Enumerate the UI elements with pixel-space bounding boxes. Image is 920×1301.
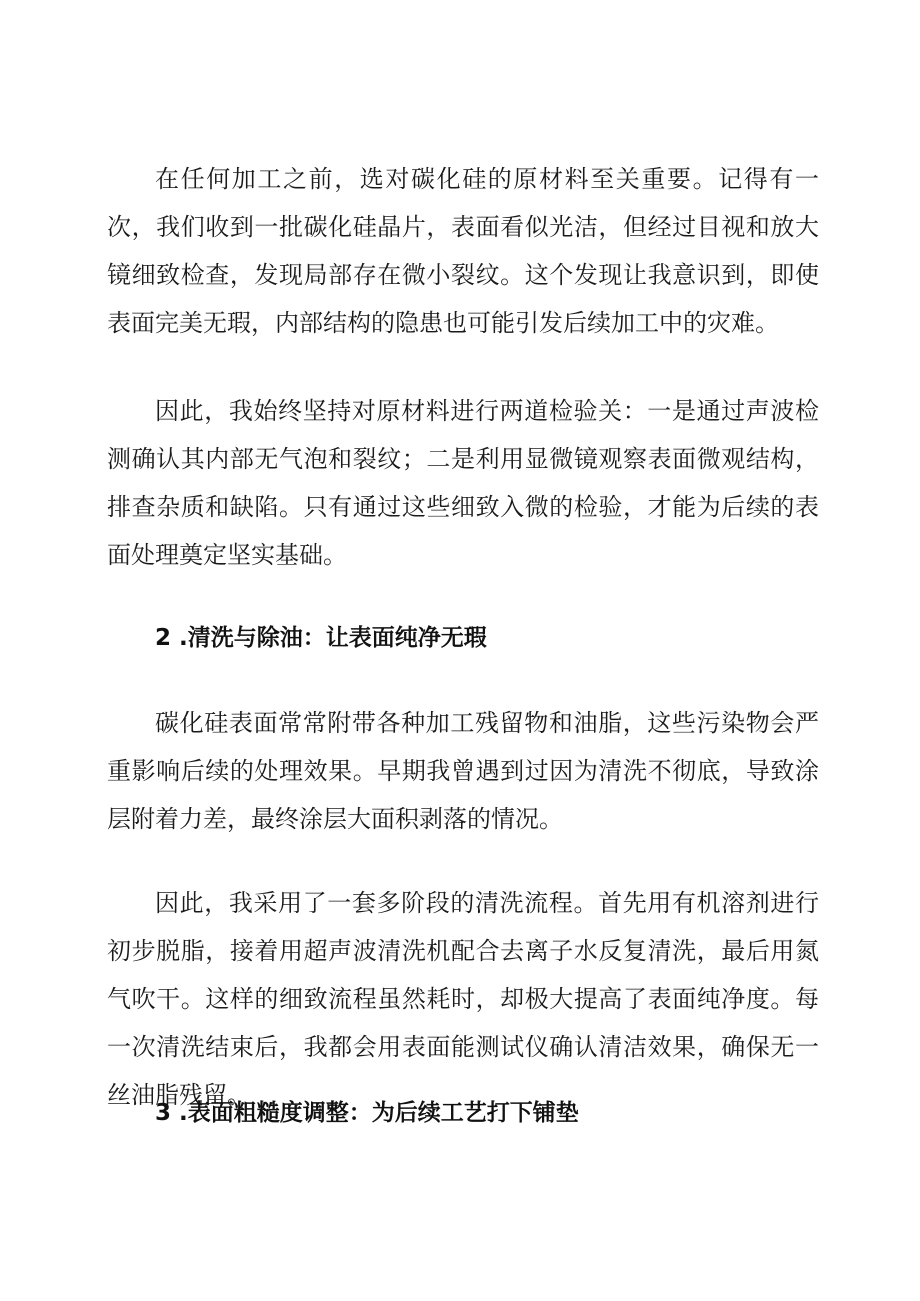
- section-1-text-2: [107, 387, 819, 579]
- paragraph-contamination: 碳化硅表面常常附带各种加工残留物和油脂，这些污染物会严重影响后续的处理效果。早期我曾遇到过因为清洗不彻底，导致涂层附着力差，最终涂层大面积剥落的情况。: [107, 709, 819, 833]
- section-2-text: [107, 699, 819, 843]
- heading-roughness: 3 .表面粗糙度调整：为后续工艺打下铺垫: [155, 1100, 579, 1126]
- paragraph-raw-material-selection: 在任何加工之前，选对碳化硅的原材料至关重要。记得有一次，我们收到一批碳化硅晶片，表面看似光洁，但经过目视和放大镜细致检查，发现局部存在微小裂纹。这个发现让我意识到，即使表面完美无瑕，内部结构的隐患也可能引发后续加工中的灾难。: [107, 165, 819, 337]
- paragraph-inspection: 因此，我始终坚持对原材料进行两道检验关：一是通过声波检测确认其内部无气泡和裂纹；二是利用显微镜观察表面微观结构，排查杂质和缺陷。只有通过这些细致入微的检验，才能为后续的表面处理奠定坚实基础。: [107, 397, 819, 569]
- section-1-text: [107, 155, 819, 347]
- heading-cleaning: 2 .清洗与除油：让表面纯净无瑕: [155, 625, 487, 651]
- section-2-text-2: [107, 879, 819, 1119]
- paragraph-cleaning-process: 因此，我采用了一套多阶段的清洗流程。首先用有机溶剂进行初步脱脂，接着用超声波清洗机配合去离子水反复清洗，最后用氮气吹干。这样的细致流程虽然耗时，却极大提高了表面纯净度。每一次清洗结束后，我都会用表面能测试仪确认清洁效果，确保无一丝油脂残留。: [107, 889, 819, 1109]
